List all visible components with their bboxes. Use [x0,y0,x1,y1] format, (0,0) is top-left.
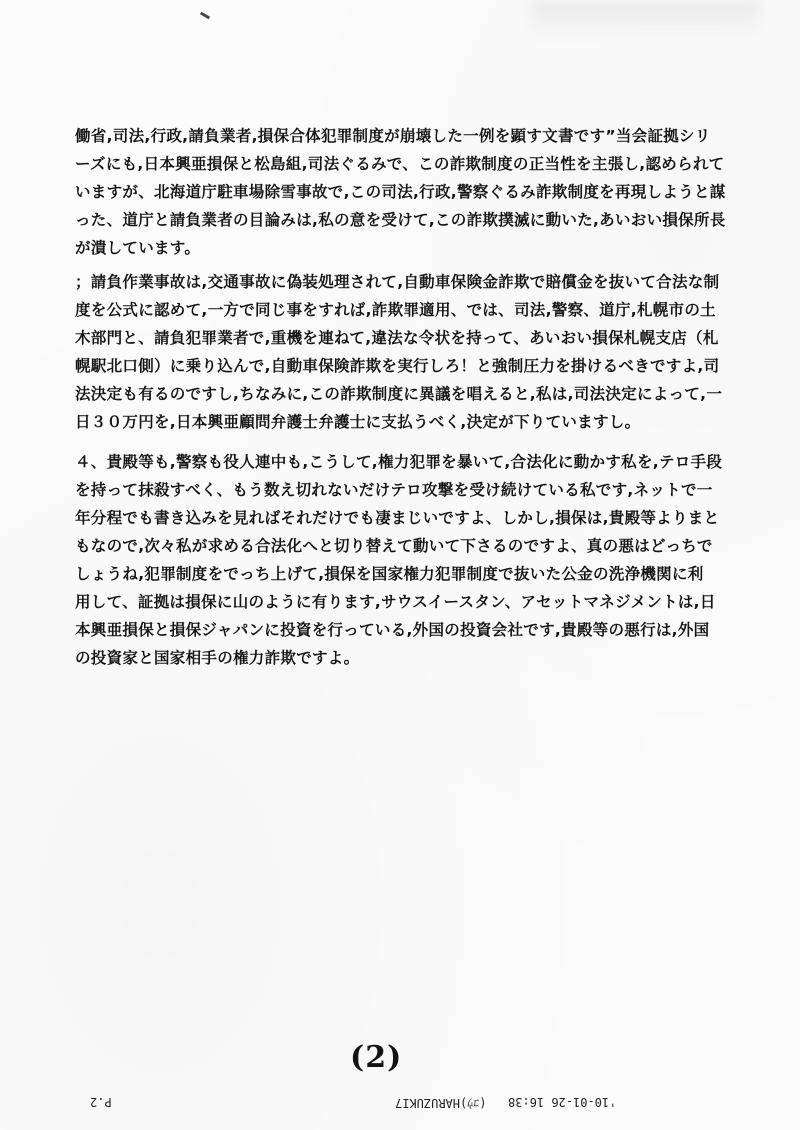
text-line: 働省,司法,行政,請負業者,損保合体犯罪制度が崩壊した一例を顕す文書です”当会証拠シリ [75,127,711,145]
page-number: (2) [350,1040,403,1075]
scan-smudge [530,0,760,40]
text-line: を持って抹殺すべく、もう数え切れないだけテロ攻撃を受け続けている私です,ネットで一 [75,481,713,499]
text-line: 年分程でも書き込みを見ればそれだけでも凄まじいですよ、しかし,損保は,貴殿等よりまと [75,509,720,527]
text-line: 木部門と、請負犯罪業者で,重機を連ねて,違法な令状を持って、あいおい損保札幌支店（札 [75,329,719,347]
fax-footer-sender: (ｺｳ)HARUZUKI7 [395,1096,487,1110]
text-line: 法決定も有るのですし,ちなみに,この詐欺制度に異議を唱えると,私は,司法決定によって,一 [75,385,723,403]
text-line: 幌駅北口側）に乗り込んで,自動車保険詐欺を実行しろ！と強制圧力を掛けるべきですよ,司 [75,357,720,375]
text-line: 用して、証拠は損保に山のように有ります,サウスイースタン、アセットマネジメントは,日 [75,593,716,611]
text-line: もなので,次々私が求める合法化へと切り替えて動いて下さるのですよ、真の悪はどっちで [75,537,713,555]
text-line: ーズにも,日本興亜損保と松島組,司法ぐるみで、この詐欺制度の正当性を主張し,認められて [75,155,725,173]
text-line: ；請負作業事故は,交通事故に偽装処理されて,自動車保険金詐欺で賠償金を抜いて合法な制 [75,273,720,291]
text-line: が潰しています。 [75,239,201,257]
paragraph-3 [75,448,743,672]
paragraph-2 [75,268,743,436]
scan-mark [200,12,210,20]
text-line: いますが、北海道庁駐車場除雪事故で,この司法,行政,警察ぐるみ詐欺制度を再現しようと謀 [75,183,726,201]
text-line: 本興亜損保と損保ジャパンに投資を行っている,外国の投資会社です,貴殿等の悪行は,外国 [75,621,710,639]
text-line: ４、貴殿等も,警察も役人連中も,こうして,権力犯罪を暴いて,合法化に動かす私を,テロ手段 [75,453,723,471]
text-line: 度を公式に認めて,一方で同じ事をすれば,詐欺罪適用、では、司法,警察、道庁,札幌市の土 [75,301,716,319]
text-line: った、道庁と請負業者の目論みは,私の意を受けて,この詐欺撲滅に動いた,あいおい損保所長 [75,211,726,229]
text-line: 日３０万円を,日本興亜顧問弁護士弁護士に支払うべく,決定が下りていますし。 [75,413,641,431]
text-line: しょうね,犯罪制度をでっち上げて,損保を国家権力犯罪制度で抜いた公金の洗浄機関に利 [75,565,704,583]
text-line: の投資家と国家相手の権力詐欺ですよ。 [75,649,360,667]
fax-footer-page: P.2 [90,1095,112,1109]
paragraph-1 [75,122,743,262]
fax-footer-timestamp: '10-01-26 16:38 [508,1095,617,1109]
